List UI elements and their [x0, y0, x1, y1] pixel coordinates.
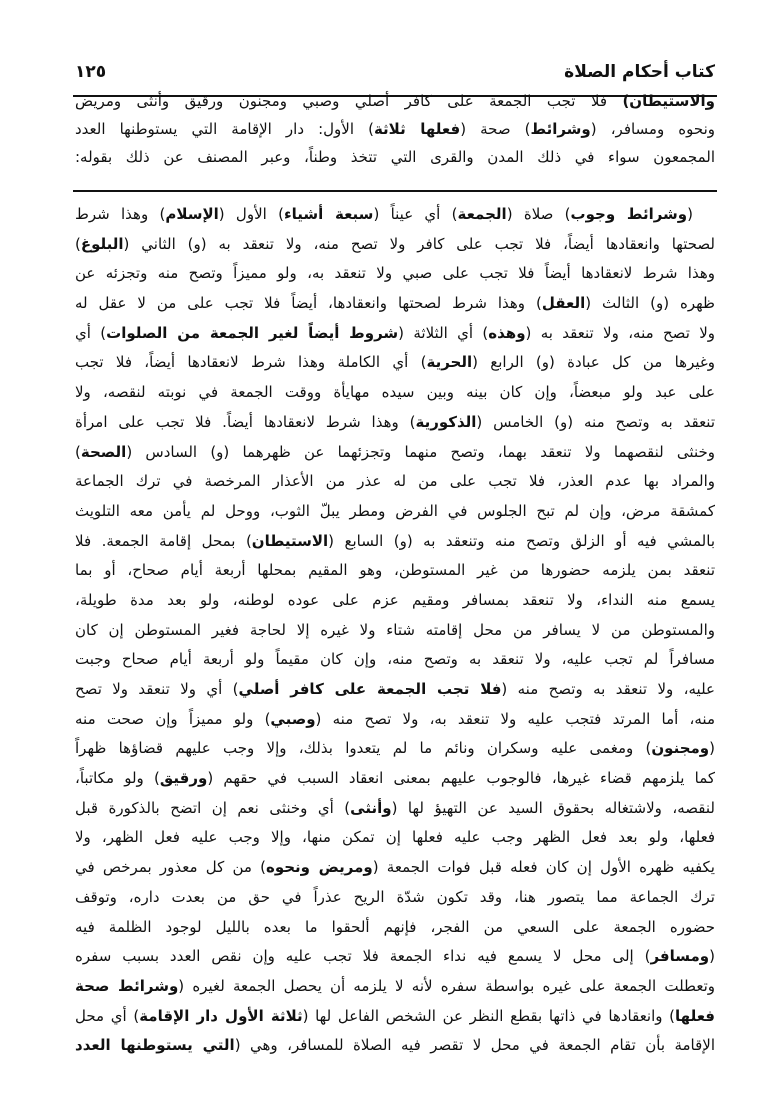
text-line: [75, 527, 715, 557]
text-line: [75, 143, 715, 171]
bold-matn-text: الصحة: [80, 442, 127, 461]
text-line: [75, 823, 715, 853]
text-segment: ) ولو مميزاً وإن صحت منه: [75, 709, 271, 728]
text-segment: تنعقد به وتصح منه (و) الخامس (: [476, 412, 715, 431]
bold-matn-text: فلا تجب الجمعة على كافر أصلي: [238, 680, 502, 698]
text-segment: يكفيه ظهره الأول إن كان فعله قبل فوات الجمعة (: [372, 858, 715, 877]
text-segment: ) إلى محل لا يسمع فيه نداء الجمعة فلا تجب عليه وإن نقص العدد بسبب سفره: [75, 947, 651, 966]
bold-matn-text: فعلها ثلاثة: [373, 120, 461, 138]
text-segment: المجمعون سواء في ذلك المدن والقرى التي تتخذ وطناً، وعبر المصنف عن ذلك بقوله:: [75, 148, 715, 166]
text-segment: ) وهذا شرط لصحتها وانعقادها، أيضاً فلا تجب على من لا عقل له: [75, 294, 542, 313]
text-segment: لصحتها وانعقادها أيضاً، فلا تجب على كافر ولا تصح منه، ولا تنعقد به (و) الثاني (: [123, 234, 715, 253]
text-segment: ): [75, 442, 81, 461]
text-segment: ) أي: [75, 323, 107, 342]
text-segment: كما يلزمهم قضاء غيرها، فالوجوب عليهم بمعنى انعقاد السبب في حقهم (: [207, 769, 715, 788]
text-line: [75, 556, 715, 586]
text-segment: ) صلاة (: [506, 205, 571, 223]
bold-matn-text: وشرائط صحة: [75, 976, 179, 995]
text-segment: وتعطلت الجمعة على غيره بواسطة سفره لأنه لا يلزمه أن يحصل الجمعة لغيره (: [178, 976, 715, 995]
bold-matn-text: التي يستوطنها العدد: [75, 1036, 235, 1055]
bold-matn-text: وشرائط: [530, 120, 591, 138]
text-line: [75, 675, 715, 705]
text-segment: ) ولو مكاتباً،: [75, 769, 160, 788]
text-segment: ترك الجماعة مما يتصور هنا، وقد تكون شدّة الريح عذراً في حق من بعدت داره، وتوقف: [75, 887, 715, 906]
bold-matn-text: الجمعة: [457, 205, 507, 223]
text-segment: (: [709, 739, 715, 758]
text-segment: ) وهذا شرط لانعقادها أيضاً. فلا تجب على امرأة: [75, 412, 416, 431]
text-segment: ) أي محل: [75, 1006, 140, 1025]
text-segment: ) الأول (: [218, 205, 284, 223]
text-line: [75, 378, 715, 408]
text-segment: ) ومغمى عليه وسكران ونائم ما لم يتعدوا بذلك، وإلا وجب عليهم قضاؤها ظهراً: [75, 739, 652, 758]
text-segment: حضوره الجمعة على السعي من الفجر، فإنهم ألحقوا ما بعده بالليل لوجود الظلمة فيه: [75, 917, 715, 936]
text-segment: ) أي الكاملة وهذا شرط لانعقادها أيضاً، فلا تجب: [75, 353, 427, 372]
text-segment: ) أي ولا تنعقد ولا تصح: [75, 680, 239, 698]
text-segment: والمستوطن من لا يسافر من محل إقامته شتاء ولا غيره إلا لحاجة فغير المستوطن إن كان: [75, 620, 715, 639]
bold-matn-text: وأنثى: [350, 798, 392, 817]
text-line: [75, 764, 715, 794]
text-segment: الإقامة بأن تقام الجمعة في محل لا تقصر فيه الصلاة للمسافر، وهي (: [234, 1036, 715, 1055]
running-header-title: كتاب أحكام الصلاة: [564, 62, 715, 82]
bold-matn-text: العقل: [541, 294, 586, 313]
commentary-separator-rule: [73, 190, 717, 192]
text-line: [75, 497, 715, 527]
text-segment: منه، أما المرتد فتجب عليه ولا تنعقد به، ولا تصح منه (: [315, 709, 715, 728]
bold-matn-text: ورقيق: [159, 769, 208, 788]
text-segment: ظهره (و) الثالث (: [585, 294, 715, 313]
text-segment: عليه، ولا تنعقد به وتصح منه (: [501, 680, 715, 698]
text-line: [75, 616, 715, 646]
bold-matn-text: الإسلام: [165, 205, 219, 223]
text-line: [75, 913, 715, 943]
text-segment: ) الأول: دار الإقامة التي يستوطنها العدد: [75, 120, 374, 138]
text-line: [75, 942, 715, 972]
text-line: [75, 734, 715, 764]
main-text-block: [75, 87, 715, 171]
text-segment: ) من كل معذور بمرخص في: [75, 858, 266, 877]
text-line: [75, 87, 715, 115]
text-segment: فلا تجب الجمعة على كافر أصلي وصبي ومجنون ورقيق وأنثى ومريض: [75, 92, 623, 110]
text-segment: ): [75, 234, 81, 253]
bold-matn-text: فعلها: [675, 1006, 715, 1025]
text-segment: ) بمحل إقامة الجمعة. فلا: [75, 531, 252, 550]
text-segment: لنقصه، ولاشتغاله بحقوق السيد عن التهيؤ لها (: [391, 798, 715, 817]
text-segment: ) أي وخنثى نعم إن اتضح بالذكورة قبل: [75, 798, 351, 817]
text-line: [75, 883, 715, 913]
text-segment: كمشقة مرض، وإن لم تبح الجلوس في الفرض ومطر يبلّ الثوب، ووحل لم يأمن معه التلويث: [75, 501, 715, 520]
bold-matn-text: ثلاثة الأول دار الإقامة: [139, 1006, 303, 1025]
text-segment: ) أي الثلاثة (: [398, 323, 489, 342]
text-segment: تنعقد بمن يلزمه حضورها من غير المستوطن، وهو المقيم بمحلها أربعة أيام صحاح، أو بما: [75, 561, 715, 580]
text-line: [75, 408, 715, 438]
text-line: [75, 200, 715, 230]
text-line: [75, 853, 715, 883]
text-line: [75, 348, 715, 378]
text-segment: (: [687, 205, 693, 223]
text-segment: ) وانعقادها في ذاتها بقطع النظر عن الشخص الفاعل لها (: [302, 1006, 676, 1025]
text-segment: على عبد ولو مبعضاً، وإن كان بينه وبين سيده مهايأة ووقت الجمعة في نوبته لنقصه، ولا: [75, 383, 715, 402]
bold-matn-text: ومجنون: [651, 739, 710, 758]
page-number: ١٢٥: [75, 62, 107, 82]
bold-matn-text: وشرائط وجوب: [570, 205, 688, 223]
text-segment: ) صحة (: [460, 120, 531, 138]
text-line: [75, 230, 715, 260]
text-line: [75, 1002, 715, 1032]
text-line: [75, 438, 715, 468]
text-line: [75, 705, 715, 735]
text-segment: ونحوه ومسافر، (: [590, 120, 715, 138]
bold-matn-text: الذكورية: [415, 412, 477, 431]
text-segment: وخنثى لنقصهما ولا تنعقد بهما، وتصح منهما وتجزئهما عن ظهرهما (و) السادس (: [126, 442, 715, 461]
text-segment: (: [709, 947, 715, 966]
bold-matn-text: شروط أيضاً لغير الجمعة من الصلوات: [106, 323, 399, 342]
text-segment: وهذا شرط لانعقادها أيضاً فلا تجب على صبي ولا تنعقد به، ولو مميزاً وتصح منه وتجزئه عن: [75, 264, 715, 283]
text-segment: والمراد بها عدم العذر، فلا تجب على من له عذر من الأعذار المرخصة في ترك الجماعة: [75, 472, 715, 491]
text-line: [75, 289, 715, 319]
bold-matn-text: ومريض ونحوه: [265, 858, 373, 877]
text-line: [75, 972, 715, 1002]
bold-matn-text: الاستيطان: [251, 531, 329, 550]
text-segment: ) أي عيناً (: [373, 205, 458, 223]
text-segment: ولا تصح منه، ولا تنعقد به (: [525, 323, 715, 342]
text-segment: مسافراً لم تجب عليه، ولا تنعقد به وتصح منه، وإن كان مقيماً ولو أربعة أيام صحاح وجبت: [75, 650, 715, 669]
bold-matn-text: وهذه: [488, 323, 526, 342]
bold-matn-text: سبعة أشياء: [283, 205, 374, 223]
bold-matn-text: والاستيطان): [622, 92, 715, 110]
text-line: [75, 319, 715, 349]
text-line: [75, 645, 715, 675]
text-line: [75, 115, 715, 143]
text-line: [75, 586, 715, 616]
text-segment: فعلها، ولو بعد فعل الظهر وجب عليه فعلها إن تمكن منها، وإلا وجب عليه فعل الظهر، ولا: [75, 828, 715, 847]
bold-matn-text: البلوغ: [80, 234, 124, 253]
text-segment: يسمع منه النداء، ولا تنعقد بمسافر ومقيم عزم على عوده لوطنه، ولو بعد مدة طويلة،: [75, 590, 715, 609]
bold-matn-text: ومسافر: [650, 947, 710, 966]
text-line: [75, 467, 715, 497]
text-segment: وغيرها من كل عبادة (و) الرابع (: [472, 353, 715, 372]
bold-matn-text: الحرية: [426, 353, 473, 372]
bold-matn-text: وصبي: [270, 709, 316, 728]
commentary-text-block: [75, 200, 715, 1061]
text-line: [75, 1031, 715, 1061]
text-segment: بالمشي فيه أو الزلق وتصح منه وتنعقد به (و) السابع (: [328, 531, 715, 550]
text-segment: ) وهذا شرط: [75, 205, 166, 223]
text-line: [75, 259, 715, 289]
text-line: [75, 794, 715, 824]
